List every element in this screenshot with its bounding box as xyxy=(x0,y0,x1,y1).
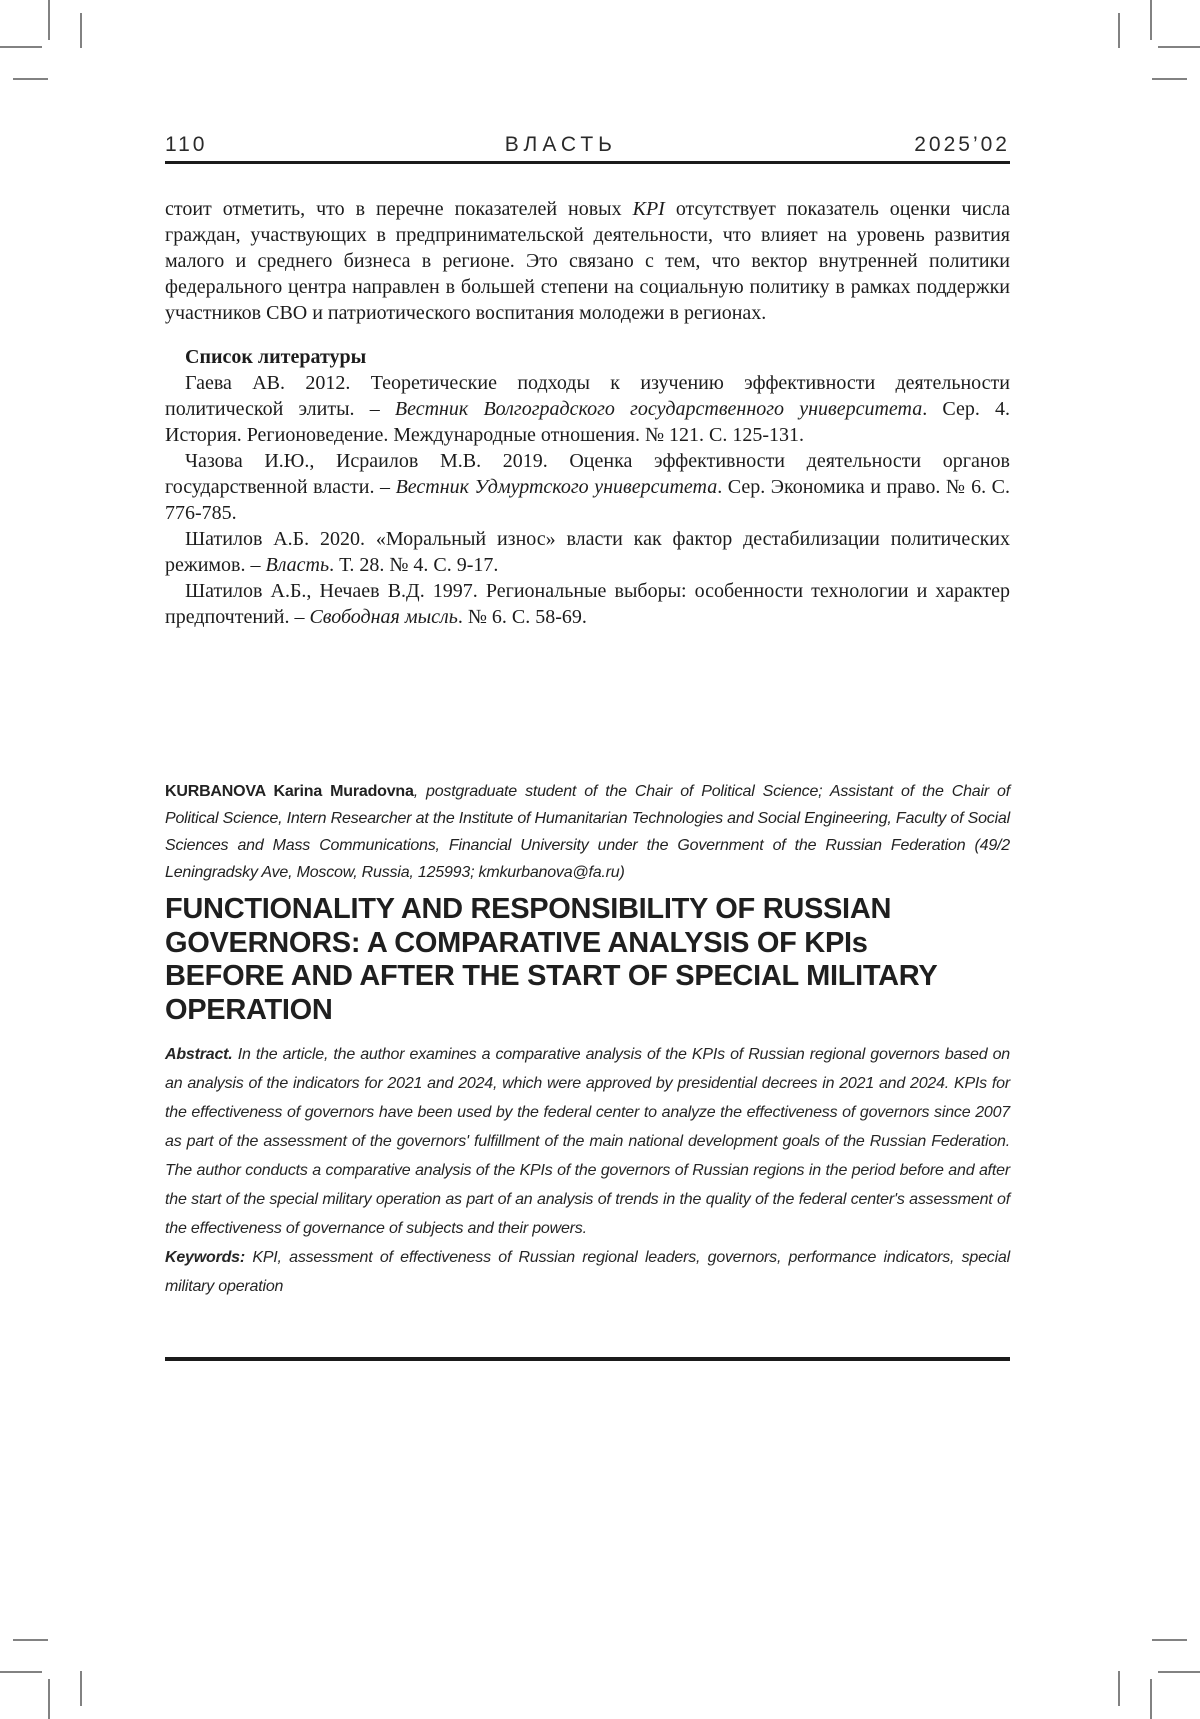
header-rule xyxy=(165,161,1010,164)
reference-text: Шатилов А.Б. 2020. «Моральный износ» власти как фактор дестабилизации политических режимов. – xyxy=(165,528,1010,576)
crop-mark-line xyxy=(1118,1671,1120,1706)
crop-mark-line xyxy=(1158,46,1200,48)
crop-mark-line xyxy=(48,1679,50,1719)
reference-source: Вестник Волгоградского государственного университета xyxy=(394,398,923,420)
author-name: KURBANOVA Karina Muradovna xyxy=(165,783,414,800)
reference-item xyxy=(165,526,1010,578)
russian-text-block xyxy=(165,196,1010,630)
reference-item xyxy=(165,370,1010,448)
reference-item xyxy=(165,578,1010,630)
reference-text: Гаева АВ. 2012. Теоретические подходы к изучению эффективности деятельности политической элиты. – xyxy=(165,372,1010,420)
crop-mark-line xyxy=(80,13,82,48)
crop-mark-line xyxy=(1158,1671,1200,1673)
body-text: стоит отметить, что в перечне показателей новых xyxy=(165,198,633,220)
title-line: FUNCTIONALITY AND RESPONSIBILITY OF RUSSIAN xyxy=(165,893,892,925)
footer-rule xyxy=(165,1357,1010,1361)
title-line: OPERATION xyxy=(165,993,333,1026)
crop-mark-line xyxy=(1152,78,1187,80)
reference-text: Чазова И.Ю., Исраилов М.В. 2019. Оценка эффективности деятельности органов государственной власти. – xyxy=(165,450,1010,498)
reference-text: . Сер. 4. История. Регионоведение. Международные отношения. № 121. С. 125-131. xyxy=(165,398,1010,446)
keywords-label: Keywords: xyxy=(165,1249,245,1266)
abstract-paragraph xyxy=(165,1040,1010,1243)
keywords-paragraph xyxy=(165,1243,1010,1301)
crop-mark-line xyxy=(13,1639,48,1641)
reference-text: . Сер. Экономика и право. № 6. С. 776-785. xyxy=(165,476,1010,524)
body-paragraph xyxy=(165,196,1010,326)
crop-mark-line xyxy=(1118,13,1120,48)
issue-number: 2025’02 xyxy=(914,133,1010,156)
reference-text: . Т. 28. № 4. С. 9-17. xyxy=(329,554,499,576)
abstract-label: Abstract. xyxy=(165,1046,233,1063)
running-head xyxy=(165,133,1010,157)
crop-mark-line xyxy=(1152,1639,1187,1641)
crop-mark-line xyxy=(1150,1679,1152,1719)
abstract-block xyxy=(165,1040,1010,1301)
article-title-en xyxy=(165,893,1045,1027)
references-heading: Список литературы xyxy=(185,346,367,368)
crop-mark-line xyxy=(0,46,42,48)
author-info xyxy=(165,778,1010,886)
title-line: BEFORE AND AFTER THE START OF SPECIAL MILITARY xyxy=(165,960,938,992)
keywords-text: KPI, assessment of effectiveness of Russian regional leaders, governors, performance indicators, special military operation xyxy=(165,1249,1010,1295)
title-line: GOVERNORS: A COMPARATIVE ANALYSIS OF KPIs xyxy=(165,926,868,959)
reference-source: Свободная мысль xyxy=(309,606,458,628)
crop-mark-line xyxy=(80,1671,82,1706)
reference-item xyxy=(165,448,1010,526)
crop-mark-line xyxy=(1150,0,1152,40)
journal-title: ВЛАСТЬ xyxy=(504,133,617,156)
abstract-text: In the article, the author examines a comparative analysis of the KPIs of Russian regional governors based on an analysis of the indicators for 2021 and 2024, which were approved by presidential decrees in 2021 and 2024. KPIs for the effectiveness of governors have been used by the federal center to analyze the effectiveness of governors since 2007 as part of the assessment of the governors' fulfillment of the main national development goals of the Russian Federation. The author conducts a comparative analysis of the KPIs of the governors of Russian regions in the period before and after the start of the special military operation as part of an analysis of trends in the quality of the federal center's assessment of the effectiveness of governance of subjects and their powers. xyxy=(165,1046,1010,1237)
body-text: отсутствует показатель оценки числа граждан, участвующих в предпринимательской деятельности, что влияет на уровень развития малого и среднего бизнеса в регионе. Это связано с тем, что вектор внутренней политики федерального центра направлен в большей степени на социальную политику в рамках поддержки участников СВО и патриотического воспитания молодежи в регионах. xyxy=(165,198,1010,324)
reference-text: . № 6. С. 58-69. xyxy=(457,606,587,628)
page-number: 110 xyxy=(165,133,208,156)
author-affiliation: , postgraduate student of the Chair of Political Science; Assistant of the Chair of Political Science, Intern Researcher at the Institute of Humanitarian Technologies and Social Engineering, Faculty of Social Sciences and Mass Communications, Financial University under the Government of the Russian Federation (49/2 Leningradsky Ave, Moscow, Russia, 125993; kmkurbanova@fa.ru) xyxy=(165,783,1010,881)
reference-source: Вестник Удмуртского университета xyxy=(395,476,718,498)
reference-text: Шатилов А.Б., Нечаев В.Д. 1997. Региональные выборы: особенности технологии и характер предпочтений. – xyxy=(165,580,1010,628)
reference-source: Власть xyxy=(265,554,330,576)
crop-mark-line xyxy=(48,0,50,40)
crop-mark-line xyxy=(0,1671,42,1673)
kpi-term: KPI xyxy=(632,198,665,220)
crop-mark-line xyxy=(13,78,48,80)
